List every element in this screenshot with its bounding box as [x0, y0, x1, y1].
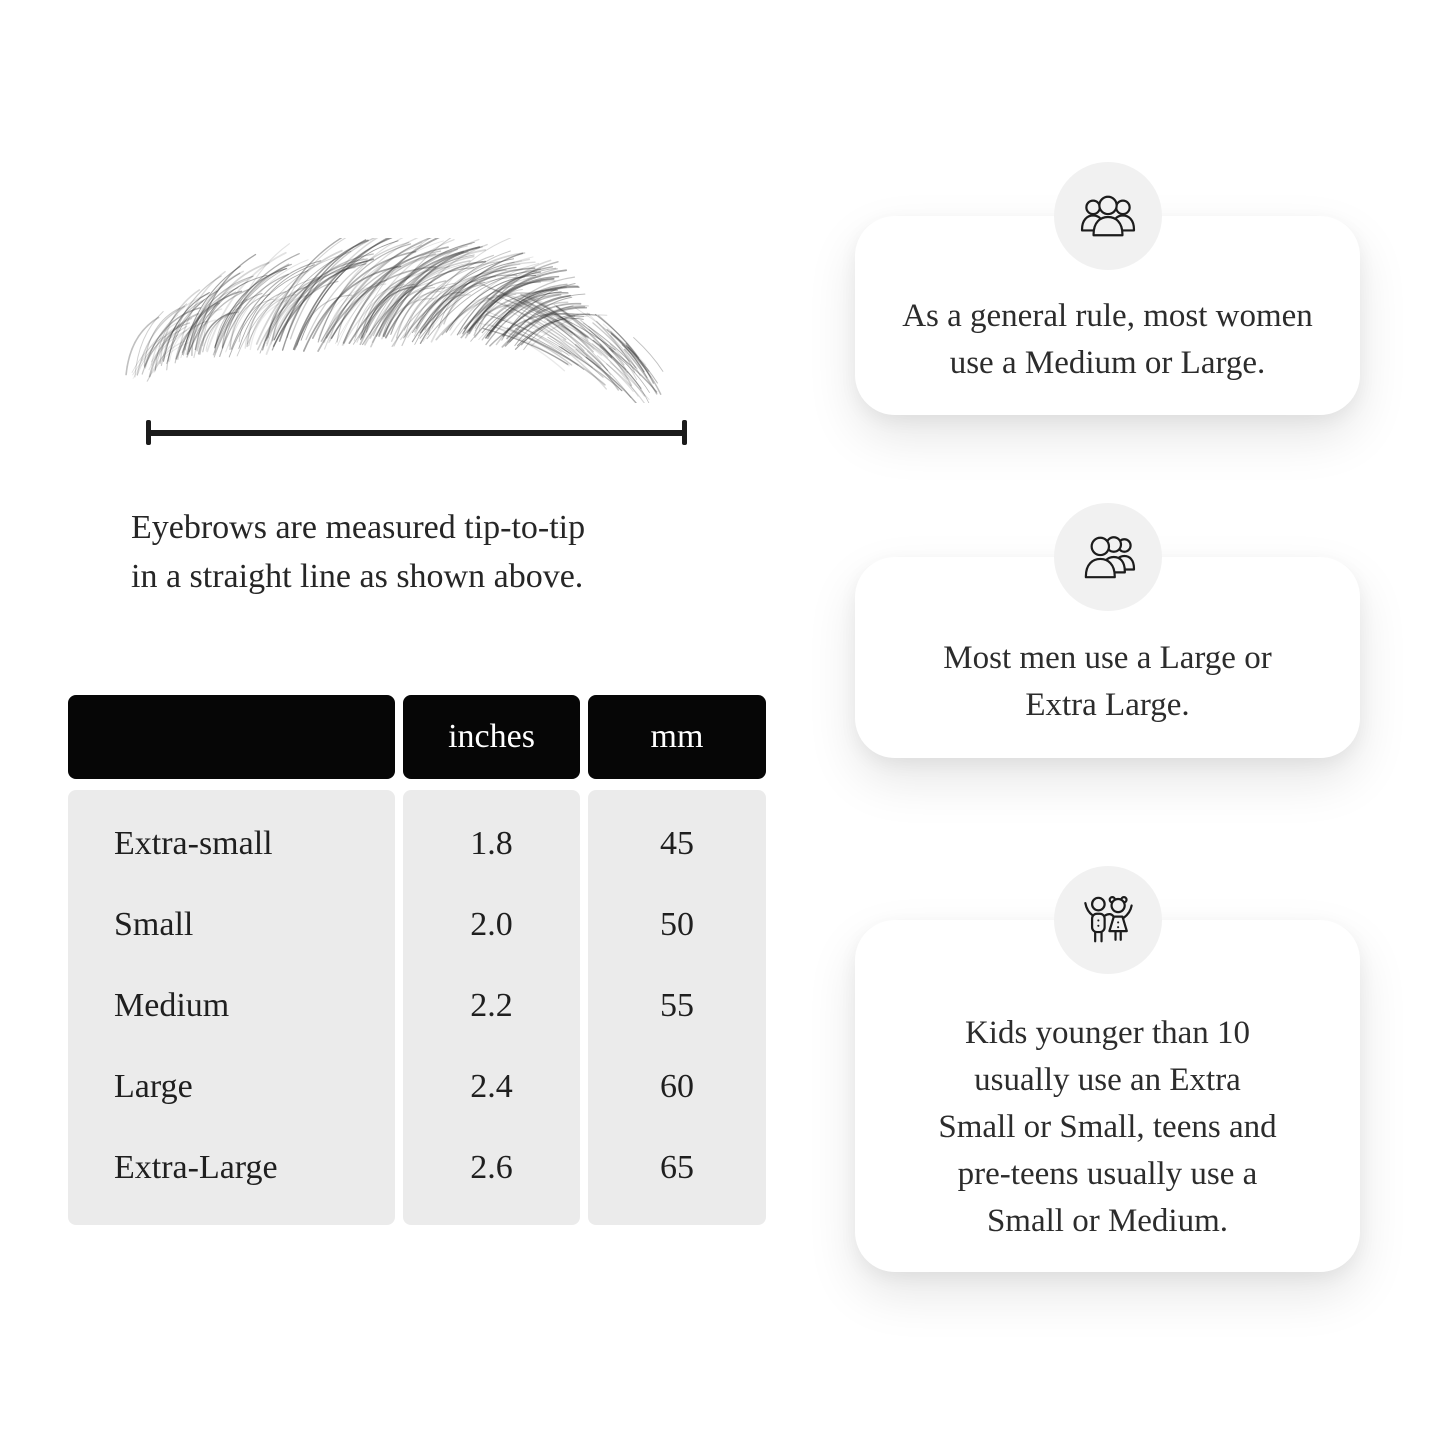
size-label: Extra-Large [114, 1148, 278, 1186]
card-text-line: Extra Large. [1025, 686, 1190, 723]
measurement-endcap-right [682, 420, 687, 445]
size-mm-value: 45 [660, 824, 694, 862]
card-text-line: usually use an Extra [974, 1061, 1241, 1098]
size-table-header-mm: mm [588, 695, 766, 779]
size-table-header [68, 695, 766, 779]
figure-caption-line: Eyebrows are measured tip-to-tip [131, 509, 586, 546]
women-group-icon [1077, 191, 1139, 241]
card-text-line: pre-teens usually use a [957, 1155, 1258, 1192]
size-inches-value: 2.6 [470, 1148, 513, 1186]
size-table-label-column [68, 790, 395, 1225]
size-table-header-inches: inches [403, 695, 580, 779]
size-mm-value: 60 [660, 1067, 694, 1105]
icon-badge [1054, 162, 1162, 270]
card-text-line: As a general rule, most women [902, 297, 1313, 334]
size-mm-value: 50 [660, 905, 694, 943]
size-inches-value: 2.0 [470, 905, 513, 943]
note-card-men [855, 557, 1360, 758]
measurement-line [146, 420, 687, 445]
size-inches-value: 1.8 [470, 824, 513, 862]
size-inches-value: 2.2 [470, 986, 513, 1024]
icon-badge [1054, 866, 1162, 974]
card-text-line: Most men use a Large or [943, 639, 1272, 676]
size-label: Medium [114, 986, 230, 1024]
men-group-icon [1077, 532, 1139, 582]
kids-icon [1077, 893, 1139, 947]
figure-caption-line: in a straight line as shown above. [131, 558, 584, 595]
note-card-women [855, 216, 1360, 415]
size-mm-value: 65 [660, 1148, 694, 1186]
eyebrow-illustration [123, 238, 698, 403]
card-text-line: Small or Small, teens and [938, 1108, 1277, 1145]
size-label: Large [114, 1067, 193, 1105]
card-text-line: use a Medium or Large. [949, 344, 1266, 381]
eyebrow-svg [123, 238, 698, 403]
size-table-mm-column [588, 790, 766, 1225]
size-inches-value: 2.4 [470, 1067, 513, 1105]
card-text-line: Small or Medium. [986, 1202, 1229, 1239]
note-card-kids [855, 920, 1360, 1272]
size-table-inches-column [403, 790, 580, 1225]
size-table-body [68, 790, 766, 1225]
measurement-bar [146, 430, 687, 436]
icon-badge [1054, 503, 1162, 611]
size-label: Small [114, 905, 194, 943]
size-table-header-empty [68, 695, 395, 779]
size-label: Extra-small [114, 824, 273, 862]
figure-caption [131, 503, 731, 601]
card-text-line: Kids younger than 10 [964, 1014, 1251, 1051]
size-mm-value: 55 [660, 986, 694, 1024]
